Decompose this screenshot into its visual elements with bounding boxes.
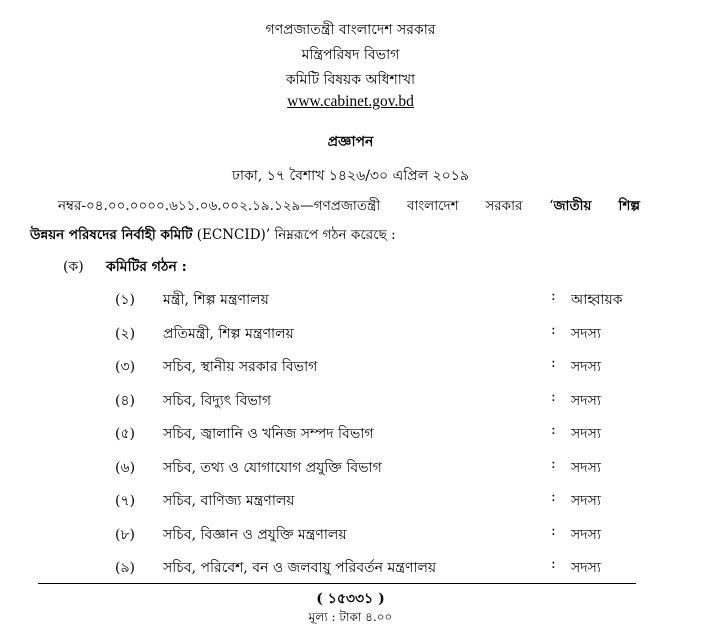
member-row [0,556,701,580]
member-row [0,322,701,346]
section-heading: কমিটির গঠন : [106,259,187,275]
member-colon: : [551,388,556,405]
notice-paragraph [30,192,640,250]
notice-line-1 [30,192,640,221]
member-colon: : [551,422,556,438]
member-name: সচিব, জ্বালানি ও খনিজ সম্পদ বিভাগ [163,426,374,442]
member-row [0,422,701,446]
member-colon: : [551,355,556,371]
header-branch: কমিটি বিষয়ক অধিশাখা [285,72,416,88]
member-row [0,355,701,379]
member-number: (৫) [115,426,136,442]
member-number: (২) [115,325,136,342]
member-role: সদস্য [571,459,601,476]
member-row [0,389,701,413]
member-name: সচিব, স্থানীয় সরকার বিভাগ [163,359,318,375]
footer-divider [38,583,636,584]
member-colon: : [551,288,556,304]
member-name: সচিব, তথ্য ও যোগাযোগ প্রযুক্তি বিভাগ [163,459,382,476]
notice-suffix: ’ নিম্নরূপে গঠন করেছে : [265,227,396,243]
notice-prefix: নম্বর-০৪.০০.০০০০.৬১১.০৬.০০২.১৯.১২৯—গণপ্রজাতন্ত্রী বাংলাদেশ সরকার ‘ [58,198,554,214]
member-number: (৩) [115,359,136,375]
header-website-link[interactable]: www.cabinet.gov.bd [287,93,414,110]
member-name: সচিব, পরিবেশ, বন ও জলবায়ু পরিবর্তন মন্ত্রণালয় [163,560,437,576]
committee-abbreviation: (ECNCID) [192,227,266,243]
member-number: (৪) [115,392,136,409]
member-name: প্রতিমন্ত্রী, শিল্প মন্ত্রণালয় [163,325,294,342]
member-row [0,489,701,513]
member-role: সদস্য [571,526,601,543]
section-number: (ক) [63,259,84,275]
member-name: সচিব, বাণিজ্য মন্ত্রণালয় [163,493,295,509]
member-role: সদস্য [571,359,601,375]
committee-name-part2: উন্নয়ন পরিষদের নির্বাহী কমিটি [30,227,193,243]
member-row [0,456,701,480]
member-role: সদস্য [571,325,601,342]
price-line: মূল্য : টাকা ৪.০০ [308,610,393,624]
member-colon: : [551,321,556,338]
member-number: (৬) [115,459,136,476]
member-number: (৮) [115,526,136,543]
notice-title: প্রজ্ঞাপন [327,134,374,150]
member-name: সচিব, বিদ্যুৎ বিভাগ [163,392,272,409]
header-division: মন্ত্রিপরিষদ বিভাগ [301,47,400,63]
page-number: ( ১৫৩৩১ ) [316,591,385,607]
member-number: (১) [115,292,136,308]
member-name: মন্ত্রী, শিল্প মন্ত্রণালয় [163,292,269,308]
member-number: (৭) [115,493,136,509]
member-colon: : [551,556,556,572]
member-role: সদস্য [571,493,601,509]
member-colon: : [551,489,556,505]
member-role: সদস্য [571,426,601,442]
member-role: সদস্য [571,392,601,409]
date-line: ঢাকা, ১৭ বৈশাখ ১৪২৬/৩০ এপ্রিল ২০১৯ [232,168,469,184]
member-number: (৯) [115,560,136,576]
member-name: সচিব, বিজ্ঞান ও প্রযুক্তি মন্ত্রণালয় [163,526,347,543]
member-role: সদস্য [571,560,601,576]
member-colon: : [551,455,556,472]
header-government: গণপ্রজাতন্ত্রী বাংলাদেশ সরকার [265,22,436,38]
member-colon: : [551,522,556,539]
committee-name-part1: জাতীয় শিল্প [553,198,641,214]
notice-line-2 [30,221,640,250]
member-row [0,523,701,547]
section-committee-composition [63,255,187,279]
member-row [0,288,701,312]
member-role: আহ্বায়ক [571,292,623,308]
